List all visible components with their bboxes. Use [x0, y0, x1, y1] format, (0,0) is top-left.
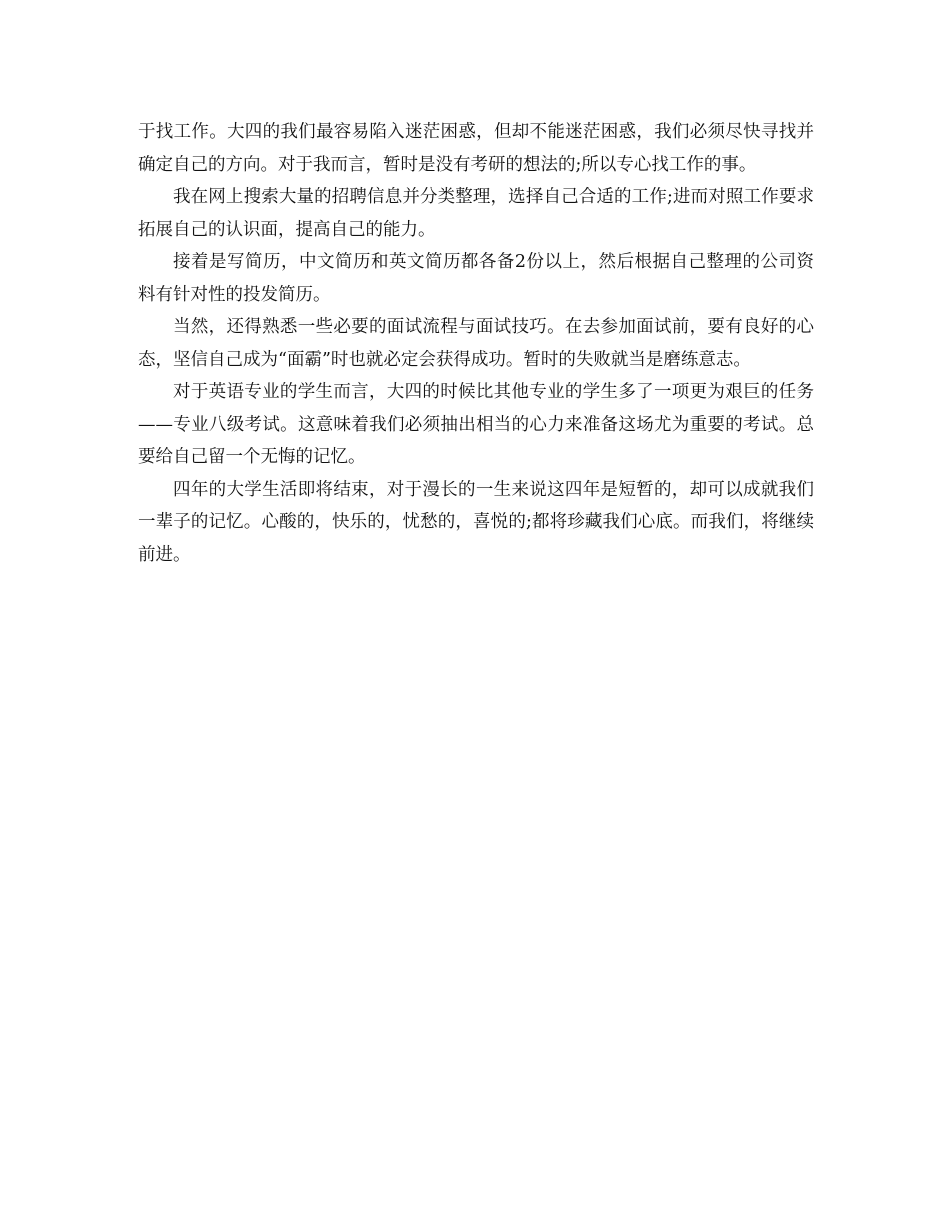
- paragraph-interview: 当然，还得熟悉一些必要的面试流程与面试技巧。在去参加面试前，要有良好的心态，坚信自己成为“面霸”时也就必定会获得成功。暂时的失败就当是磨练意志。: [138, 317, 814, 370]
- paragraph-conclusion: 四年的大学生活即将结束，对于漫长的一生来说这四年是短暂的，却可以成就我们一辈子的记忆。心酸的，快乐的，忧愁的，喜悦的;都将珍藏我们心底。而我们，将继续前进。: [138, 479, 814, 565]
- paragraph-resume: 接着是写简历，中文简历和英文简历都各备2份以上，然后根据自己整理的公司资料有针对性的投发简历。: [138, 252, 814, 305]
- paragraph-job-search: 我在网上搜索大量的招聘信息并分类整理，选择自己合适的工作;进而对照工作要求拓展自己的认识面，提高自己的能力。: [138, 187, 814, 240]
- document-body: [138, 116, 814, 571]
- paragraph-tem8: 对于英语专业的学生而言，大四的时候比其他专业的学生多了一项更为艰巨的任务——专业八级考试。这意味着我们必须抽出相当的心力来准备这场尤为重要的考试。总要给自己留一个无悔的记忆。: [138, 382, 814, 467]
- paragraph-continuation: 于找工作。大四的我们最容易陷入迷茫困惑，但却不能迷茫困惑，我们必须尽快寻找并确定自己的方向。对于我而言，暂时是没有考研的想法的;所以专心找工作的事。: [138, 122, 814, 175]
